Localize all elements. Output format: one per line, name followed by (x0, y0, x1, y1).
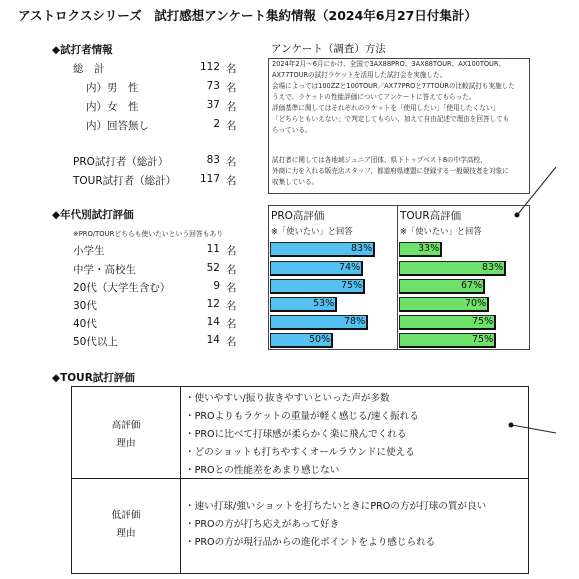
tester-tour-unit: 名 (226, 175, 237, 187)
age-row-unit: 名 (226, 300, 237, 312)
high-eval-item: ・PROに比べて打球感が柔らかく楽に飛んでくれる (185, 429, 407, 440)
high-eval-label-reason: 理由 (116, 438, 136, 449)
tour-bar-value-label: 70% (465, 298, 487, 309)
low-eval-label: 低評価 (111, 510, 141, 521)
tester-female-label: 内）女 性 (86, 101, 139, 113)
age-row-unit: 名 (226, 245, 237, 257)
age-row-unit: 名 (226, 264, 237, 276)
pro-chart-title: PRO高評価 (271, 210, 325, 222)
low-eval-item: ・PROの方が打ち応えがあって好き (185, 519, 340, 530)
tester-noanswer-value: 2 (213, 118, 220, 130)
age-row-count: 14 (206, 334, 220, 346)
method-line: 試打者に関しては各地域ジュニア団体、県下トップベスト8の中学高校、 (272, 156, 487, 164)
high-eval-item: ・使いやすい/振り抜きやすいといった声が多数 (185, 393, 390, 404)
age-row-count: 14 (206, 316, 220, 328)
method-line: 外商に力を入れる販売店スタッフ、都道府県連盟に登録する一般競技者を対象に (272, 167, 509, 175)
tester-noanswer-label: 内）回答無し (86, 120, 149, 132)
age-eval-heading: ◆年代別試打評価 (52, 209, 134, 221)
low-eval-item: ・速い打球/強いショットを打ちたいときにPROの方が打球の質が良い (185, 501, 487, 512)
tester-tour-label: TOUR試打者（総計） (73, 175, 177, 187)
age-row-label: 中学・高校生 (73, 264, 136, 276)
tour-eval-divider-horizontal (71, 478, 529, 479)
pro-bar-value-label: 53% (313, 298, 335, 309)
high-eval-item: ・PROとの性能差をあまり感じない (185, 465, 340, 476)
method-line: 「どちらともいえない」で判定してもらい、加えて自由記述で理由を回答しても (272, 115, 510, 123)
method-title: アンケート（調査）方法 (271, 43, 386, 55)
tour-bar-value-label: 75% (472, 334, 494, 345)
tester-total-value: 112 (199, 61, 220, 73)
tester-male-unit: 名 (226, 82, 237, 94)
method-line: うえで、ラケットの性能評価についてアンケートに答えてもらった。 (272, 93, 476, 101)
high-eval-item: ・PROよりもラケットの重量が軽く感じる/速く振れる (185, 411, 419, 422)
method-line: AX77TOURの試打ラケットを活用した試打会を実施した。 (272, 71, 447, 79)
tester-noanswer-unit: 名 (226, 120, 237, 132)
page-title: アストロクスシリーズ 試打感想アンケート集約情報（2024年6月27日付集計） (18, 8, 477, 23)
low-eval-item: ・PROの方が現行品からの進化ポイントをより感じられる (185, 537, 436, 548)
age-eval-note: ※PRO/TOURどちらも使いたいという回答もあり (73, 230, 224, 238)
tester-male-label: 内）男 性 (86, 82, 139, 94)
tour-eval-divider-vertical (180, 386, 181, 574)
method-line: 収集している。 (272, 178, 319, 186)
low-eval-label-reason: 理由 (116, 528, 136, 539)
age-row-count: 9 (213, 280, 220, 292)
tester-pro-value: 83 (206, 154, 220, 166)
pro-bar-value-label: 50% (309, 334, 331, 345)
high-eval-label: 高評価 (111, 420, 141, 431)
tester-total-label: 総 計 (73, 63, 105, 75)
pro-bar-value-label: 75% (341, 280, 363, 291)
tour-bar-value-label: 83% (482, 262, 504, 273)
pro-bar-value-label: 74% (339, 262, 361, 273)
age-row-count: 52 (206, 262, 220, 274)
age-row-label: 50代以上 (73, 336, 118, 348)
tester-pro-unit: 名 (226, 156, 237, 168)
tour-eval-heading: ◆TOUR試打評価 (52, 372, 135, 384)
tester-female-value: 37 (206, 99, 220, 111)
tester-female-unit: 名 (226, 101, 237, 113)
age-row-label: 40代 (73, 318, 97, 330)
pro-bar-value-label: 83% (351, 243, 373, 254)
pro-chart-subtitle: ※「使いたい」と回答 (271, 226, 353, 236)
age-row-unit: 名 (226, 318, 237, 330)
age-row-unit: 名 (226, 282, 237, 294)
tour-bar-value-label: 33% (418, 243, 440, 254)
tour-chart-subtitle: ※「使いたい」と回答 (400, 226, 482, 236)
tour-bar-value-label: 75% (472, 316, 494, 327)
tour-chart-title: TOUR高評価 (400, 210, 462, 222)
pro-bar-value-label: 78% (344, 316, 366, 327)
age-row-label: 30代 (73, 300, 97, 312)
method-line: 会場によっては100ZZと100TOUR／AX77PROと77TOURの比較試打も実施した (272, 82, 515, 90)
high-eval-item: ・どのショットも打ちやすくオールラウンドに使える (185, 447, 415, 458)
tester-male-value: 73 (206, 80, 220, 92)
age-row-label: 20代（大学生含む） (73, 282, 171, 294)
tester-total-unit: 名 (226, 63, 237, 75)
method-line: らっている。 (272, 126, 312, 134)
method-line: 2024年2月～6月にかけ、全国で3AX88PRO、3AX88TOUR、AX100TOUR、 (272, 60, 506, 68)
tester-pro-label: PRO試打者（総計） (73, 156, 169, 168)
age-row-count: 11 (206, 243, 220, 255)
age-row-label: 小学生 (73, 245, 105, 257)
age-row-unit: 名 (226, 336, 237, 348)
tester-info-heading: ◆試打者情報 (52, 44, 113, 56)
tester-tour-value: 117 (199, 173, 220, 185)
pro-bar-chart (270, 241, 396, 349)
age-row-count: 12 (206, 298, 220, 310)
tour-bar-value-label: 67% (461, 280, 483, 291)
tour-bar-chart (399, 241, 528, 349)
method-line: 評価基準に関してはそれぞれのラケットを「使用したい」「使用したくない」 (272, 104, 500, 112)
